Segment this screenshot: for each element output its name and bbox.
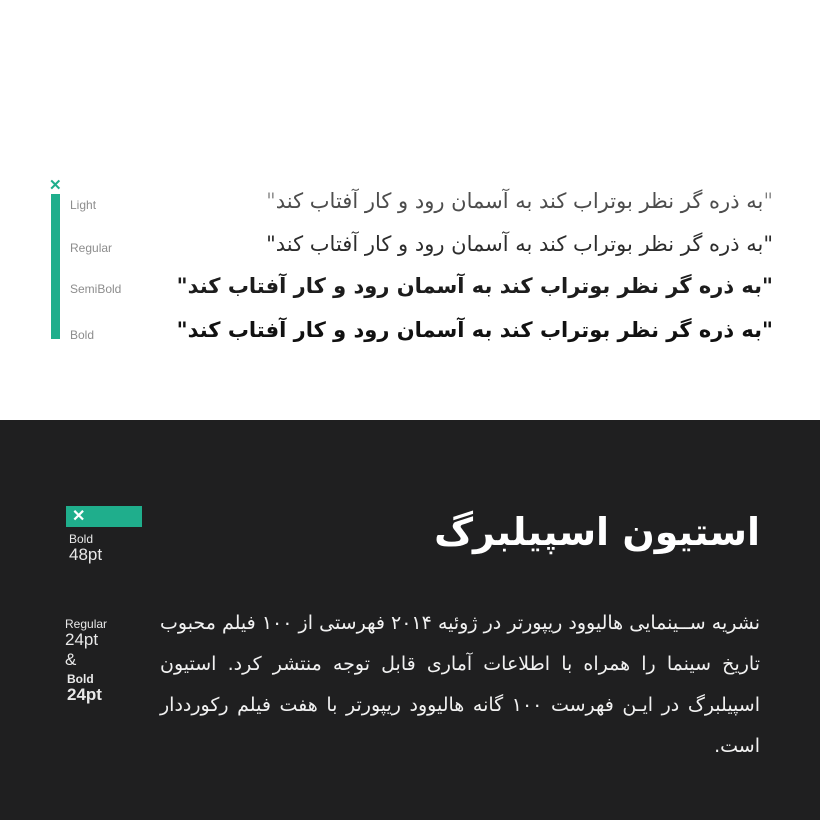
heading-specimen: استیون اسپیلبرگ (434, 510, 760, 554)
weight-label-regular: Regular (70, 241, 113, 255)
ampersand: & (65, 650, 77, 669)
body-regular-size: 24pt (65, 630, 99, 649)
weight-label-light: Light (70, 198, 97, 212)
specimen-line-bold: "به ذره گر نظر بوتراب کند به آسمان رود و کار آفتاب کند" (176, 318, 773, 342)
heading-size-label: 48pt (69, 545, 103, 564)
specimen-line-light: "به ذره گر نظر بوتراب کند به آسمان رود و کار آفتاب کند" (266, 189, 773, 213)
body-regular-label: Regular (65, 617, 108, 631)
heading-accent-box (66, 506, 142, 527)
body-bold-label: Bold (67, 672, 94, 686)
heading-weight-label: Bold (69, 532, 94, 546)
body-paragraph: نشریه ســینمایی هالیوود ریپورتر در ژوئیه ۲۰۱۴ فهرستی از ۱۰۰ فیلم محبوب تاریخ سینما را همراه با اطلاعات آماری قابل توجه منتشر کرد. استیون اسپیلبرگ در ایـن فهرست ۱۰۰ گانه هالیوود ریپورتر با هفت فیلم رکورددار است. (160, 612, 760, 757)
close-icon: ✕ (49, 177, 62, 194)
weight-label-bold: Bold (70, 328, 95, 342)
body-bold-size: 24pt (67, 685, 102, 704)
specimen-line-regular: "به ذره گر نظر بوتراب کند به آسمان رود و کار آفتاب کند" (266, 232, 773, 256)
weight-label-semibold: SemiBold (70, 282, 122, 296)
close-icon: ✕ (72, 508, 86, 525)
specimen-line-semibold: "به ذره گر نظر بوتراب کند به آسمان رود و کار آفتاب کند" (176, 274, 773, 298)
accent-bar (51, 194, 60, 339)
